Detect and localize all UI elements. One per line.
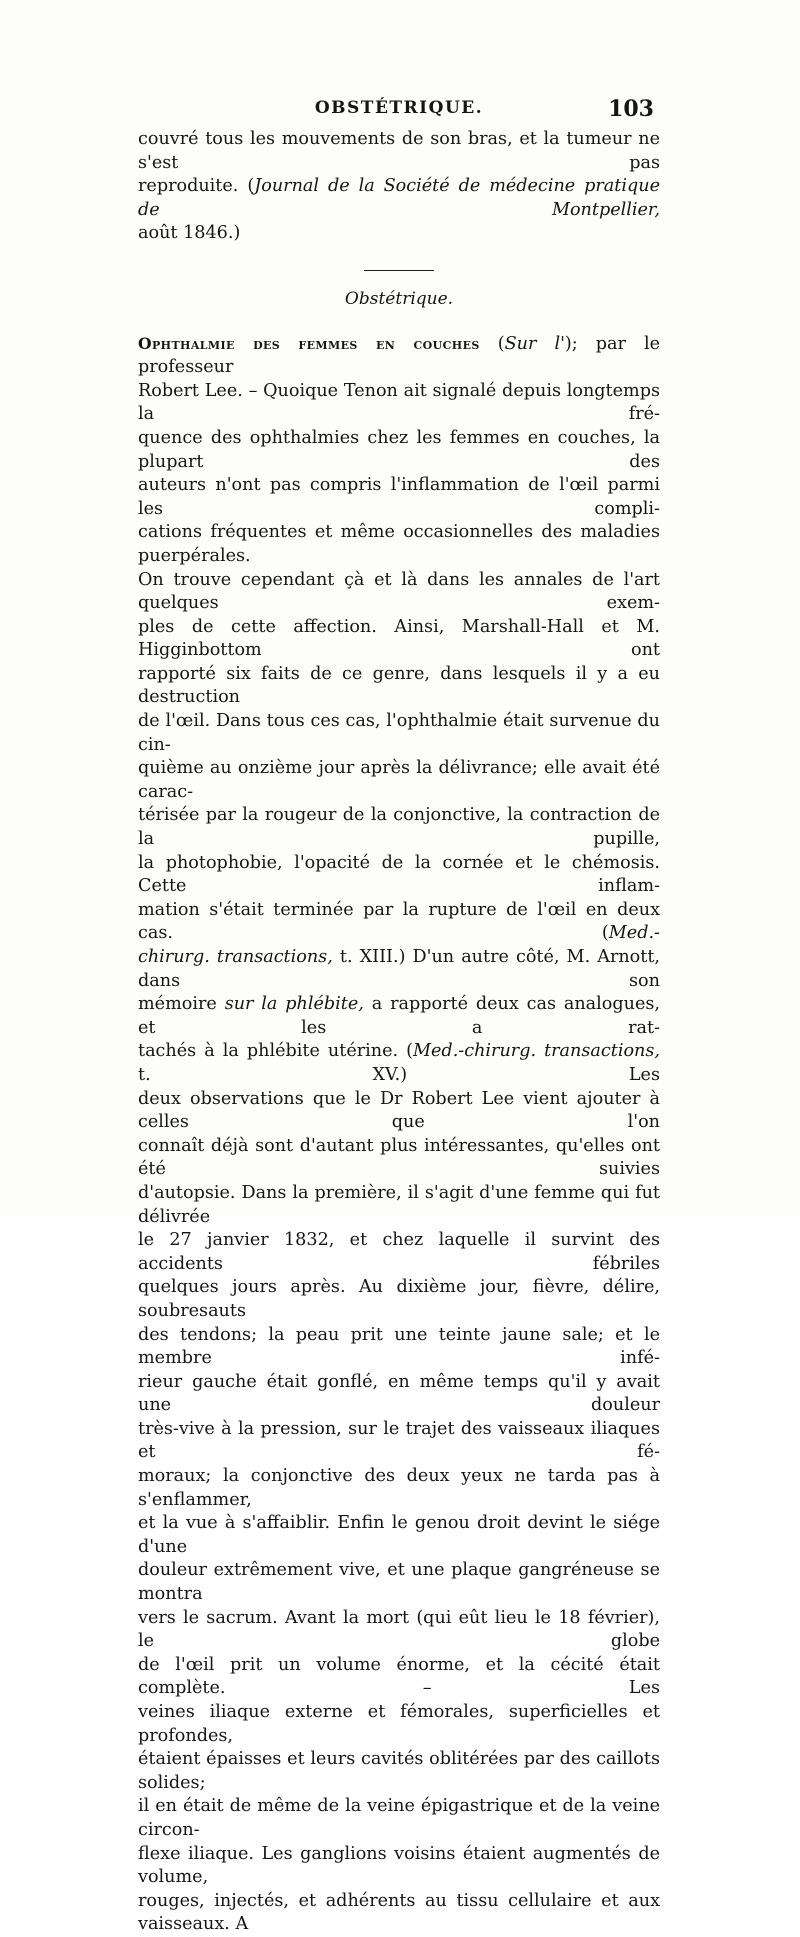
italic-text: sur la phlébite, [224, 994, 364, 1015]
italic-text: Med.-chirurg. transactions, [413, 1041, 660, 1062]
text-run: Robert Lee. – Quoique Tenon ait signalé depuis longtemps la fré- [138, 380, 660, 425]
text-run: le 27 janvier 1832, et chez laquelle il survint des accidents fébriles [138, 1230, 660, 1274]
article-line [138, 569, 660, 616]
top-line [138, 128, 660, 175]
article-line [138, 1465, 660, 1512]
article-line [138, 380, 660, 427]
running-head [144, 96, 654, 126]
article-line [138, 1701, 660, 1748]
section-heading: Obstétrique. [344, 288, 454, 309]
article-line [138, 710, 660, 757]
article-line [138, 804, 660, 851]
article-line [138, 993, 660, 1040]
text-run: de l'œil prit un volume énorme, et la cécité était complète. – Les [138, 1654, 660, 1699]
article-line [138, 1229, 660, 1276]
text-run: mation s'était terminée par la rupture de l'œil en deux cas. ( [138, 899, 660, 944]
page-body [138, 128, 660, 1937]
continued-paragraph [138, 128, 660, 246]
article-line [138, 1559, 660, 1606]
article-line [138, 852, 660, 899]
article-line [138, 757, 660, 804]
article-line [138, 1654, 660, 1701]
article-line [138, 1748, 660, 1795]
text-run: août 1846.) [138, 223, 241, 244]
article-line [138, 1512, 660, 1559]
text-run: ples de cette affection. Ainsi, Marshall-Hall et M. Higginbottom ont [138, 616, 660, 661]
text-run: a rapporté deux cas analogues, et les a rat- [138, 994, 660, 1038]
article-line [138, 1324, 660, 1371]
article-line [138, 616, 660, 663]
article-line [138, 1843, 660, 1890]
text-run: t. XIII.) D'un autre côté, M. Arnott, dans son [138, 947, 661, 991]
text-run: flexe iliaque. Les ganglions voisins étaient augmentés de volume, [138, 1843, 660, 1888]
top-line [138, 175, 660, 222]
text-run: t. XV.) Les [138, 1064, 660, 1085]
article-line [138, 521, 660, 568]
article-line [138, 332, 660, 380]
text-run: auteurs n'ont pas compris l'inflammation de l'œil parmi les compli- [138, 475, 660, 519]
article-line [138, 1040, 660, 1087]
article-line [138, 1418, 660, 1465]
italic-text: Journal de la Société de médecine pratique de Montpellier, [138, 176, 660, 220]
text-run: reproduite. ( [138, 176, 255, 197]
section-divider [364, 270, 434, 271]
text-run: et la vue à s'affaiblir. Enfin le genou droit devint le siége d'une [138, 1513, 660, 1557]
article-line [138, 1182, 660, 1229]
text-run: quelques jours après. Au dixième jour, fièvre, délire, soubresauts [138, 1277, 660, 1321]
text-run: des tendons; la peau prit une teinte jaune sale; et le membre infé- [138, 1324, 660, 1369]
article-line [138, 1607, 660, 1654]
article-line [138, 1276, 660, 1323]
article-title: Ophthalmie des femmes en couches [138, 333, 480, 353]
text-run: térisée par la rougeur de la conjonctive, la contraction de la pupille, [138, 805, 660, 850]
text-run: douleur extrêmement vive, et une plaque gangréneuse se montra [138, 1560, 660, 1605]
text-run: rapporté six faits de ce genre, dans lesquels il y a eu destruction [138, 663, 660, 708]
running-title: OBSTÉTRIQUE. [314, 98, 484, 118]
text-run: vers le sacrum. Avant la mort (qui eût lieu le 18 février), le globe [138, 1607, 660, 1652]
article-line [138, 946, 660, 993]
italic-text: Med.- [608, 923, 660, 944]
text-run: connaît déjà sont d'autant plus intéressantes, qu'elles ont été suivies [138, 1135, 660, 1180]
text-run: On trouve cependant çà et là dans les annales de l'art quelques exem- [138, 569, 660, 614]
text-run: ); par le professeur [138, 333, 660, 378]
text-run: rouges, injectés, et adhérents au tissu cellulaire et aux vaisseaux. A [138, 1890, 660, 1935]
text-run: ( [479, 333, 505, 354]
text-run: moraux; la conjonctive des deux yeux ne tarda pas à s'enflammer, [138, 1466, 660, 1510]
article-line [138, 427, 660, 474]
article-line [138, 474, 660, 521]
article-line [138, 1890, 660, 1937]
text-run: rieur gauche était gonflé, en même temps qu'il y avait une douleur [138, 1371, 660, 1416]
article-line [138, 1088, 660, 1135]
text-run: couvré tous les mouvements de son bras, et la tumeur ne s'est pas [138, 129, 660, 173]
text-run: très-vive à la pression, sur le trajet des vaisseaux iliaques et fé- [138, 1418, 660, 1463]
text-run: cations fréquentes et même occasionnelles des maladies puerpérales. [138, 522, 660, 566]
article-paragraph [138, 332, 660, 1937]
article-line [138, 1135, 660, 1182]
top-line [138, 222, 660, 246]
page-number: 103 [608, 96, 654, 122]
article-line [138, 663, 660, 710]
italic-text: Sur l' [504, 333, 565, 354]
text-run: d'autopsie. Dans la première, il s'agit d'une femme qui fut délivrée [138, 1182, 660, 1227]
text-run: quence des ophthalmies chez les femmes en couches, la plupart des [138, 427, 660, 472]
italic-text: chirurg. transactions, [138, 947, 333, 967]
text-run: étaient épaisses et leurs cavités oblitérées par des caillots solides; [138, 1749, 660, 1793]
article-line [138, 1795, 660, 1842]
text-run: mémoire [138, 994, 225, 1015]
article-line [138, 899, 660, 946]
text-run: quième au onzième jour après la délivrance; elle avait été carac- [138, 758, 660, 802]
text-run: veines iliaque externe et fémorales, superficielles et profondes, [138, 1702, 660, 1746]
text-run: deux observations que le Dr Robert Lee vient ajouter à celles que l'on [138, 1088, 660, 1133]
text-run: tachés à la phlébite utérine. ( [138, 1041, 413, 1062]
article-line [138, 1371, 660, 1418]
text-run: il en était de même de la veine épigastrique et de la veine circon- [138, 1796, 660, 1840]
text-run: la photophobie, l'opacité de la cornée et le chémosis. Cette inflam- [138, 852, 660, 897]
text-run: de l'œil. Dans tous ces cas, l'ophthalmie était survenue du cin- [138, 711, 660, 755]
